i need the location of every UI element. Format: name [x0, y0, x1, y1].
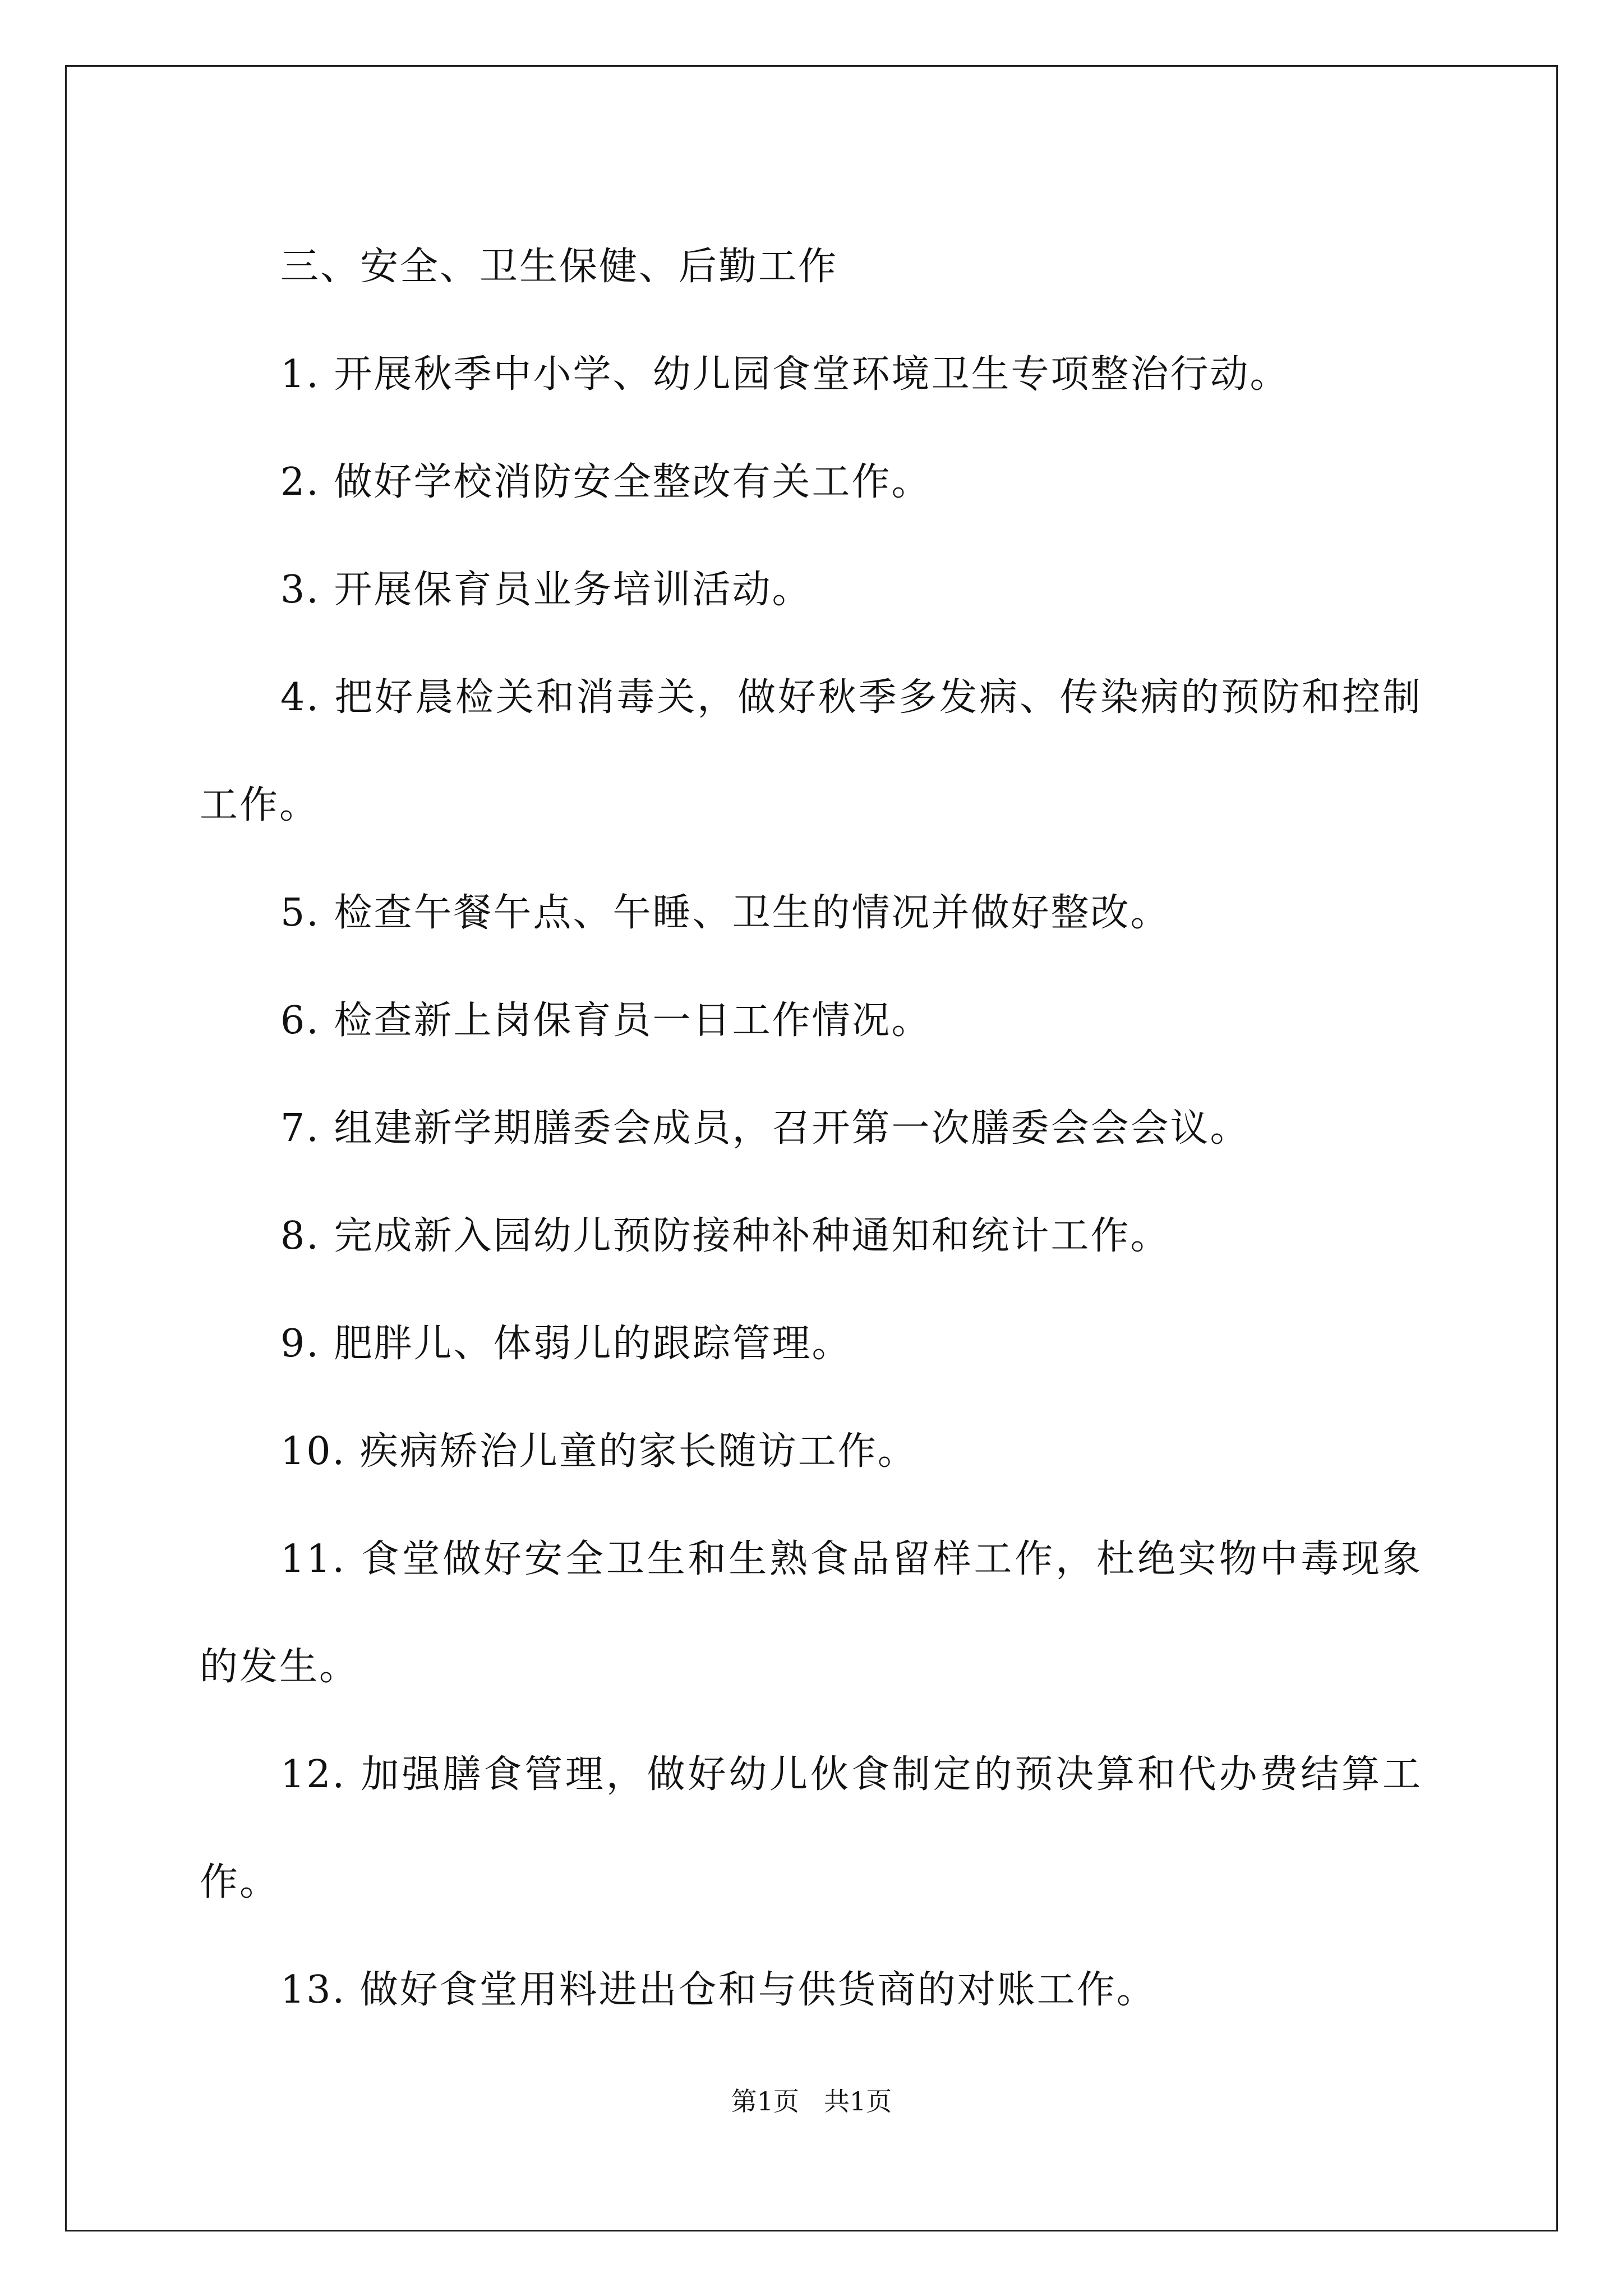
page-footer [0, 2085, 1623, 2118]
list-item-9: 9. 肥胖儿、体弱儿的跟踪管理。 [280, 1322, 852, 1366]
list-item-10: 10. 疾病矫治儿童的家长随访工作。 [280, 1429, 917, 1474]
list-item-11-continued: 的发生。 [200, 1645, 359, 1689]
list-item-4: 4. 把好晨检关和消毒关，做好秋季多发病、传染病的预防和控制 [280, 675, 1422, 720]
list-item-3: 3. 开展保育员业务培训活动。 [280, 568, 812, 612]
list-item-11: 11. 食堂做好安全卫生和生熟食品留样工作，杜绝实物中毒现象 [280, 1537, 1422, 1581]
list-item-8: 8. 完成新入园幼儿预防接种补种通知和统计工作。 [280, 1214, 1170, 1258]
list-item-7: 7. 组建新学期膳委会成员，召开第一次膳委会会会议。 [280, 1106, 1250, 1151]
list-item-12-continued: 作。 [200, 1860, 280, 1904]
list-item-5: 5. 检查午餐午点、午睡、卫生的情况并做好整改。 [280, 891, 1170, 935]
list-item-6: 6. 检查新上岗保育员一日工作情况。 [280, 999, 932, 1043]
section-heading: 三、安全、卫生保健、后勤工作 [280, 245, 838, 289]
page-total: 共1页 [823, 2086, 892, 2116]
list-item-4-continued: 工作。 [200, 783, 320, 827]
document-body [200, 213, 1422, 2044]
list-item-1: 1. 开展秋季中小学、幼儿园食堂环境卫生专项整治行动。 [280, 352, 1290, 397]
list-item-13: 13. 做好食堂用料进出仓和与供货商的对账工作。 [280, 1968, 1156, 2012]
page-number: 第1页 [731, 2086, 800, 2116]
list-item-12: 12. 加强膳食管理，做好幼儿伙食制定的预决算和代办费结算工 [280, 1752, 1422, 1797]
list-item-2: 2. 做好学校消防安全整改有关工作。 [280, 460, 932, 504]
